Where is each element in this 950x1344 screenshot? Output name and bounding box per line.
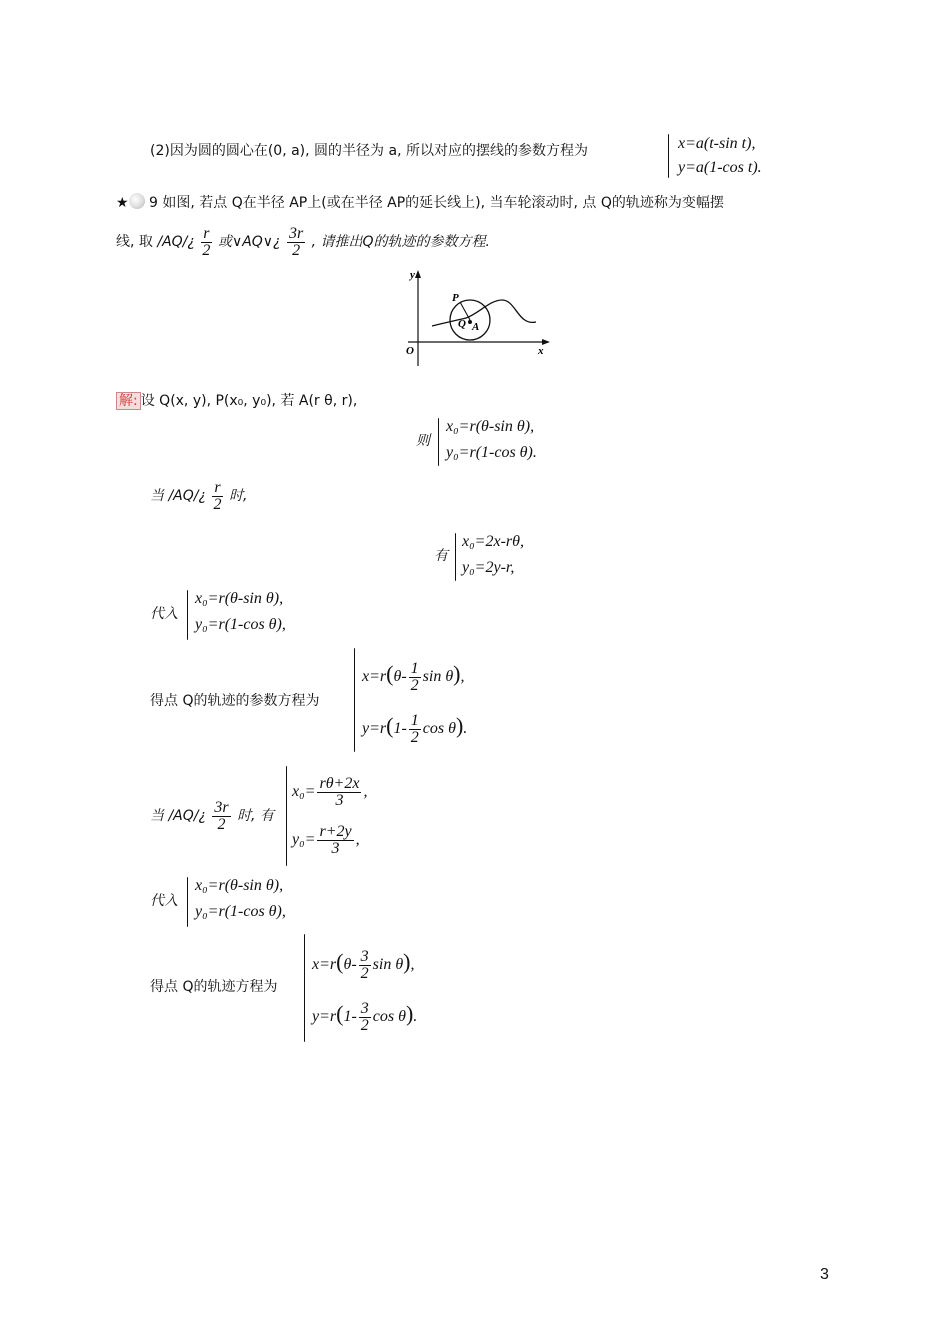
text: 代入 <box>150 893 178 909</box>
text: 得点 Q的轨迹的参数方程为 <box>150 693 320 709</box>
page-number: 3 <box>820 1266 829 1283</box>
axis-label-x: x <box>538 345 544 357</box>
equation: y₀=r(1-cos θ). <box>446 444 537 461</box>
equation: x₀=r(θ-sin θ), <box>446 418 535 435</box>
equation: y₀=2y-r, <box>462 559 515 576</box>
solution-intro <box>116 388 357 414</box>
result1-text <box>150 688 319 714</box>
text: 有 <box>434 548 448 564</box>
brace <box>187 877 188 927</box>
question-number: 9 <box>149 195 158 211</box>
difficulty-circle-icon <box>129 193 145 209</box>
equation: x=r(θ- $\frac{1}{2}$ sin θ), <box>362 659 465 694</box>
text: /AQ/¿ <box>157 234 195 250</box>
text: 得点 Q的轨迹方程为 <box>150 979 278 995</box>
brace <box>455 533 456 581</box>
star-icon: ★ <box>116 195 129 211</box>
brace <box>286 766 287 866</box>
cycloid-figure <box>398 266 554 370</box>
equation: x₀=r(θ-sin θ), <box>195 877 284 894</box>
text: 时, <box>229 488 248 504</box>
case1-condition <box>150 474 248 518</box>
brace <box>354 648 355 752</box>
brace <box>187 590 188 640</box>
equation: x₀=2x-rθ, <box>462 533 524 550</box>
text: 设 Q(x, y), P(x₀, y₀), 若 A(r θ, r), <box>140 393 358 409</box>
fraction: $\frac{3r}{2}$ <box>214 798 229 833</box>
equation: x₀=r(θ-sin θ), <box>195 590 284 607</box>
text: 当 /AQ/¿ <box>150 808 206 824</box>
point-label-a: A <box>472 321 480 333</box>
question-text: 如图, 若点 Q在半径 AP上(或在半径 AP的延长线上), 当车轮滚动时, 点 Q的轨迹称为变幅摆 <box>162 195 724 211</box>
equation: x=a(t-sin t), <box>678 135 756 152</box>
origin-label: O <box>406 345 414 357</box>
case2-condition <box>150 794 274 838</box>
text: , 请推出Q的轨迹的参数方程. <box>311 234 491 250</box>
result2-text <box>150 974 277 1000</box>
text: 当 /AQ/¿ <box>150 488 206 504</box>
solution-label: 解: <box>116 392 141 410</box>
equation: y=r(1- $\frac{1}{2}$ cos θ). <box>362 711 468 746</box>
equation: y₀=r(1-cos θ), <box>195 616 286 633</box>
text: 代入 <box>150 606 178 622</box>
fraction: $\frac{r}{2}$ <box>202 224 211 259</box>
equation: y₀= $\frac{r+2y}{3}$ , <box>292 822 360 857</box>
equation: y₀=r(1-cos θ), <box>195 903 286 920</box>
question-9-line2 <box>116 222 490 262</box>
equation: x=r(θ- $\frac{3}{2}$ sin θ), <box>312 947 415 982</box>
text: 或∨AQ∨¿ <box>217 234 281 250</box>
brace <box>438 418 439 466</box>
text: 则 <box>416 433 430 449</box>
equation: x₀= $\frac{r\theta+2x}{3}$ , <box>292 774 368 809</box>
equation: y=r(1- $\frac{3}{2}$ cos θ). <box>312 999 418 1034</box>
brace <box>668 134 669 178</box>
point-label-p: P <box>452 292 459 304</box>
equation: y=a(1-cos t). <box>678 159 762 176</box>
fraction: $\frac{r}{2}$ <box>213 478 222 513</box>
part2-text: (2)因为圆的圆心在(0, a), 圆的半径为 a, 所以对应的摆线的参数方程为 <box>150 143 588 159</box>
fraction: $\frac{3r}{2}$ <box>288 224 304 259</box>
text: 时, 有 <box>237 808 274 824</box>
text: 线, 取 <box>116 234 153 250</box>
brace <box>304 934 305 1042</box>
question-9-line1 <box>116 190 724 216</box>
point-label-q: Q <box>458 318 466 330</box>
axis-label-y: y <box>410 269 415 281</box>
